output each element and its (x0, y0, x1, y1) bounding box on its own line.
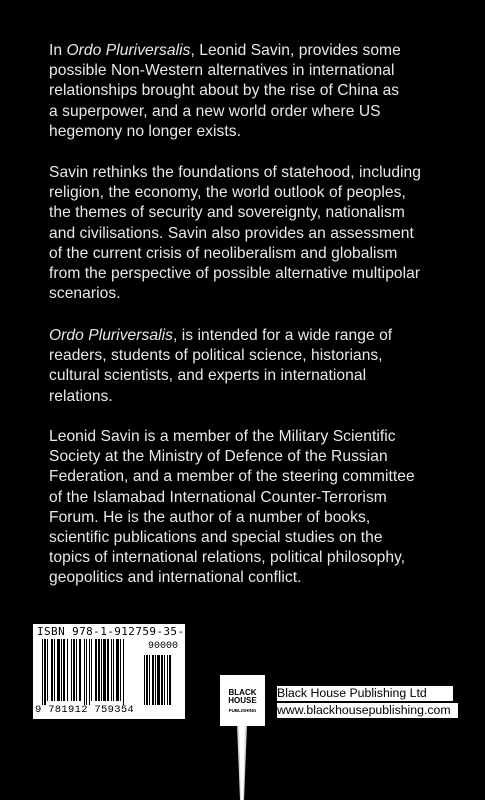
barcode-bar (120, 639, 121, 701)
blurb-paragraph-2 (49, 163, 469, 304)
blurb-line: relationships brought about by the rise of China as (49, 82, 400, 100)
blurb-paragraph-3 (49, 326, 469, 407)
barcode-bar (103, 639, 106, 701)
price-code: 90000 (148, 641, 179, 652)
barcode-bar (42, 639, 43, 705)
barcode-bar (98, 639, 100, 701)
blurb-line: readers, students of political science, historians, (49, 347, 383, 365)
blurb-line: topics of international relations, political philosophy, (49, 549, 406, 567)
logo-line-2: HOUSE (228, 696, 257, 705)
barcode-bar (79, 639, 81, 701)
barcode-bar (169, 655, 171, 705)
blurb-line: geopolitics and international conflict. (49, 569, 302, 587)
blurb-line: Federation, and a member of the steering committee (49, 468, 415, 486)
barcode-bar (144, 655, 145, 705)
barcode-bar (84, 639, 85, 705)
blurb-line: scenarios. (49, 285, 121, 303)
barcode-bar (111, 639, 112, 701)
blurb-line: Society at the Ministry of Defence of the Russian (49, 448, 388, 466)
publisher-name: Black House Publishing Ltd (277, 686, 453, 701)
author-bio-paragraph (49, 427, 469, 589)
barcode-bar (86, 639, 87, 705)
blurb-line: Forum. He is the author of a number of books, (49, 508, 371, 526)
blurb-line (49, 326, 469, 346)
blurb-line: of the Islamabad International Counter-Terrorism (49, 488, 387, 506)
text-fragment: In (49, 42, 67, 59)
blurb-line: of the current crisis of neoliberalism and globalism (49, 244, 398, 262)
barcode-bar (152, 655, 154, 705)
barcode-bar (155, 655, 156, 705)
publisher-url[interactable]: www.blackhousepublishing.com (277, 703, 458, 718)
text-fragment: , is intended for a wide range of (172, 327, 393, 344)
text-fragment: , Leonid Savin, provides some (190, 42, 401, 59)
logo-badge (220, 675, 265, 726)
barcode-bar (51, 639, 53, 701)
barcode-bar (76, 639, 77, 701)
blurb-line: Savin rethinks the foundations of statehood, including (49, 164, 422, 181)
barcode-bar (67, 639, 68, 701)
book-title-italic: Ordo Pluriversalis (66, 42, 191, 59)
blurb-line: Leonid Savin is a member of the Military Scientific (49, 428, 396, 445)
barcode-bar (57, 639, 60, 701)
barcode-bar (47, 639, 48, 701)
barcode-bar (113, 639, 114, 701)
barcode-bar (164, 655, 165, 705)
blurb-line: religion, the economy, the world outlook of peoples, (49, 184, 406, 202)
barcode-bar (123, 639, 124, 705)
barcode-bar (54, 639, 55, 701)
barcode-bar (61, 639, 62, 701)
logo-line-1: BLACK (228, 688, 257, 697)
blurb-line: and civilisations. Savin also provides an assessment (49, 224, 414, 242)
barcode-bar (89, 639, 90, 705)
blurb-line: from the perspective of possible alternative multipolar (49, 265, 421, 283)
barcode-bar (167, 655, 168, 705)
blurb-line: the themes of security and sovereignty, nationalism (49, 204, 405, 222)
barcode-bar (44, 639, 46, 705)
barcode-bar (107, 639, 109, 701)
blurb-line: relations. (49, 387, 113, 405)
barcode-bar (95, 639, 97, 701)
barcode-bar (161, 655, 163, 705)
barcode-bar (73, 639, 75, 701)
barcode-bar (63, 639, 65, 701)
logo-line-3: PUBLISHING (228, 708, 257, 713)
barcode-digits: 9 781912 759354 (35, 704, 135, 716)
blurb-line: scientific publications and special studies on the (49, 529, 383, 547)
publisher-logo (220, 675, 265, 800)
blurb-line: cultural scientists, and experts in international (49, 367, 367, 385)
isbn-label: ISBN 978-1-912759-35-4 (37, 625, 192, 638)
blurb-line: hegemony no longer exists. (49, 122, 242, 140)
blurb-line (49, 41, 469, 61)
blurb-paragraph-1 (49, 41, 469, 142)
barcode-bar (101, 639, 102, 701)
blurb-line: possible Non-Western alternatives in international (49, 62, 395, 80)
barcode-bar (71, 639, 72, 701)
book-title-italic: Ordo Pluriversalis (49, 327, 173, 344)
barcode-bar (157, 655, 160, 705)
blurb-line: a superpower, and a new world order where US (49, 102, 381, 120)
barcode-bar (146, 655, 148, 705)
barcode-bar (116, 639, 119, 701)
isbn-barcode (33, 624, 192, 719)
barcode-bar (149, 655, 150, 705)
barcode-bar (91, 639, 92, 701)
